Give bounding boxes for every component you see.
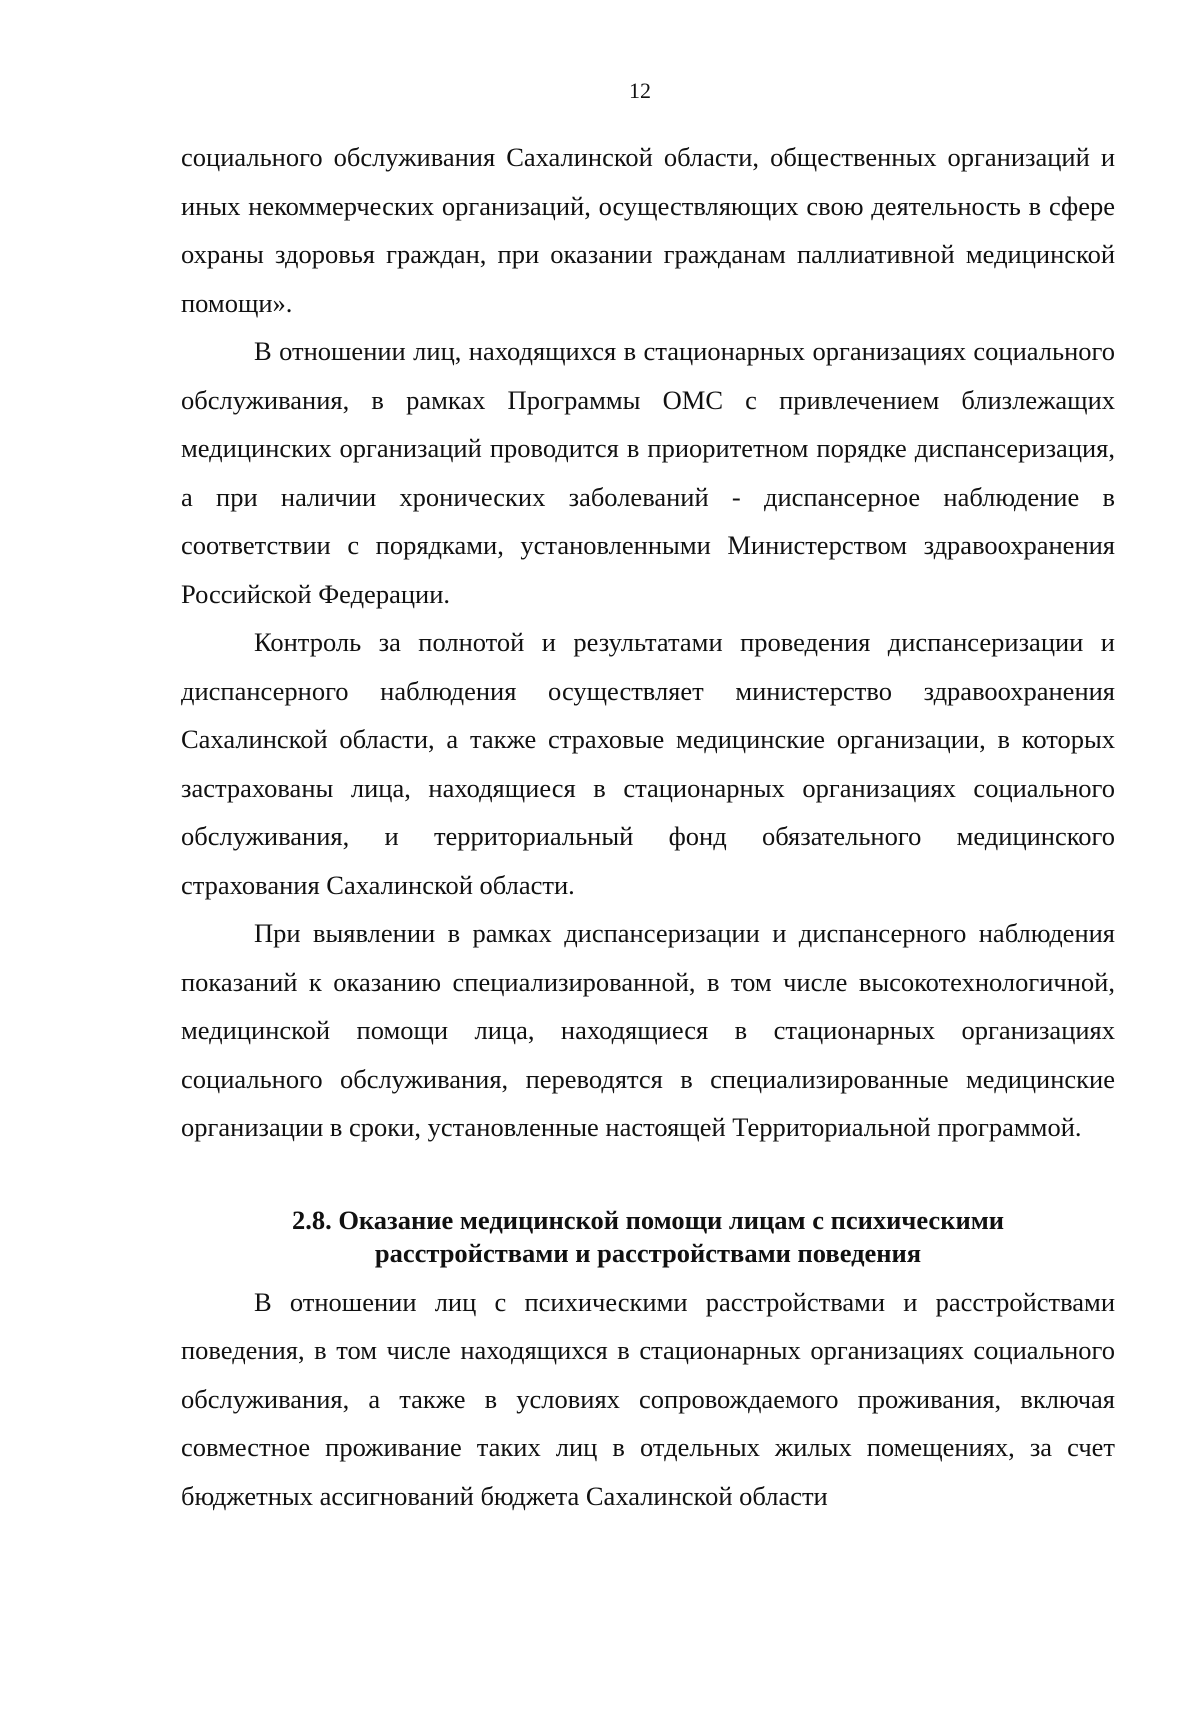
section-heading (181, 1204, 1115, 1270)
document-body (181, 133, 1115, 1520)
paragraph-transfer: При выявлении в рамках диспансеризации и диспансерного наблюдения показаний к оказанию специализированной, в том числе высокотехнологичной, медицинской помощи лица, находящиеся в стационарных организациях социального обслуживания, переводятся в специализированные медицинские организации в сроки, установленные настоящей Территориальной программой. (181, 918, 1115, 1142)
paragraph-mental-health: В отношении лиц с психическими расстройствами и расстройствами поведения, в том числе находящихся в стационарных организациях социального обслуживания, а также в условиях сопровождаемого проживания, включая совместное проживание таких лиц в отдельных жилых помещениях, за счет бюджетных ассигнований бюджета Сахалинской области (181, 1286, 1115, 1511)
paragraph-dispensary: В отношении лиц, находящихся в стационарных организациях социального обслуживания, в рамках Программы ОМС с привлечением близлежащих медицинских организаций проводится в приоритетном порядке диспансеризация, а при наличии хронических заболеваний - диспансерное наблюдение в соответствии с порядками, установленными Министерством здравоохранения Российской Федерации. (181, 336, 1115, 609)
section-heading-line-2: расстройствами и расстройствами поведения (374, 1237, 922, 1268)
paragraph-control: Контроль за полнотой и результатами проведения диспансеризации и диспансерного наблюдения осуществляет министерство здравоохранения Сахалинской области, а также страховые медицинские организации, в которых застрахованы лица, находящиеся в стационарных организациях социального обслуживания, и территориальный фонд обязательного медицинского страхования Сахалинской области. (181, 627, 1115, 900)
paragraph-continued: социального обслуживания Сахалинской области, общественных организаций и иных некоммерческих организаций, осуществляющих свою деятельность в сфере охраны здоровья граждан, при оказании гражданам паллиативной медицинской помощи». (181, 142, 1115, 318)
page-number: 12 (629, 78, 651, 103)
section-heading-line-1: 2.8. Оказание медицинской помощи лицам с психическими (291, 1204, 1005, 1235)
